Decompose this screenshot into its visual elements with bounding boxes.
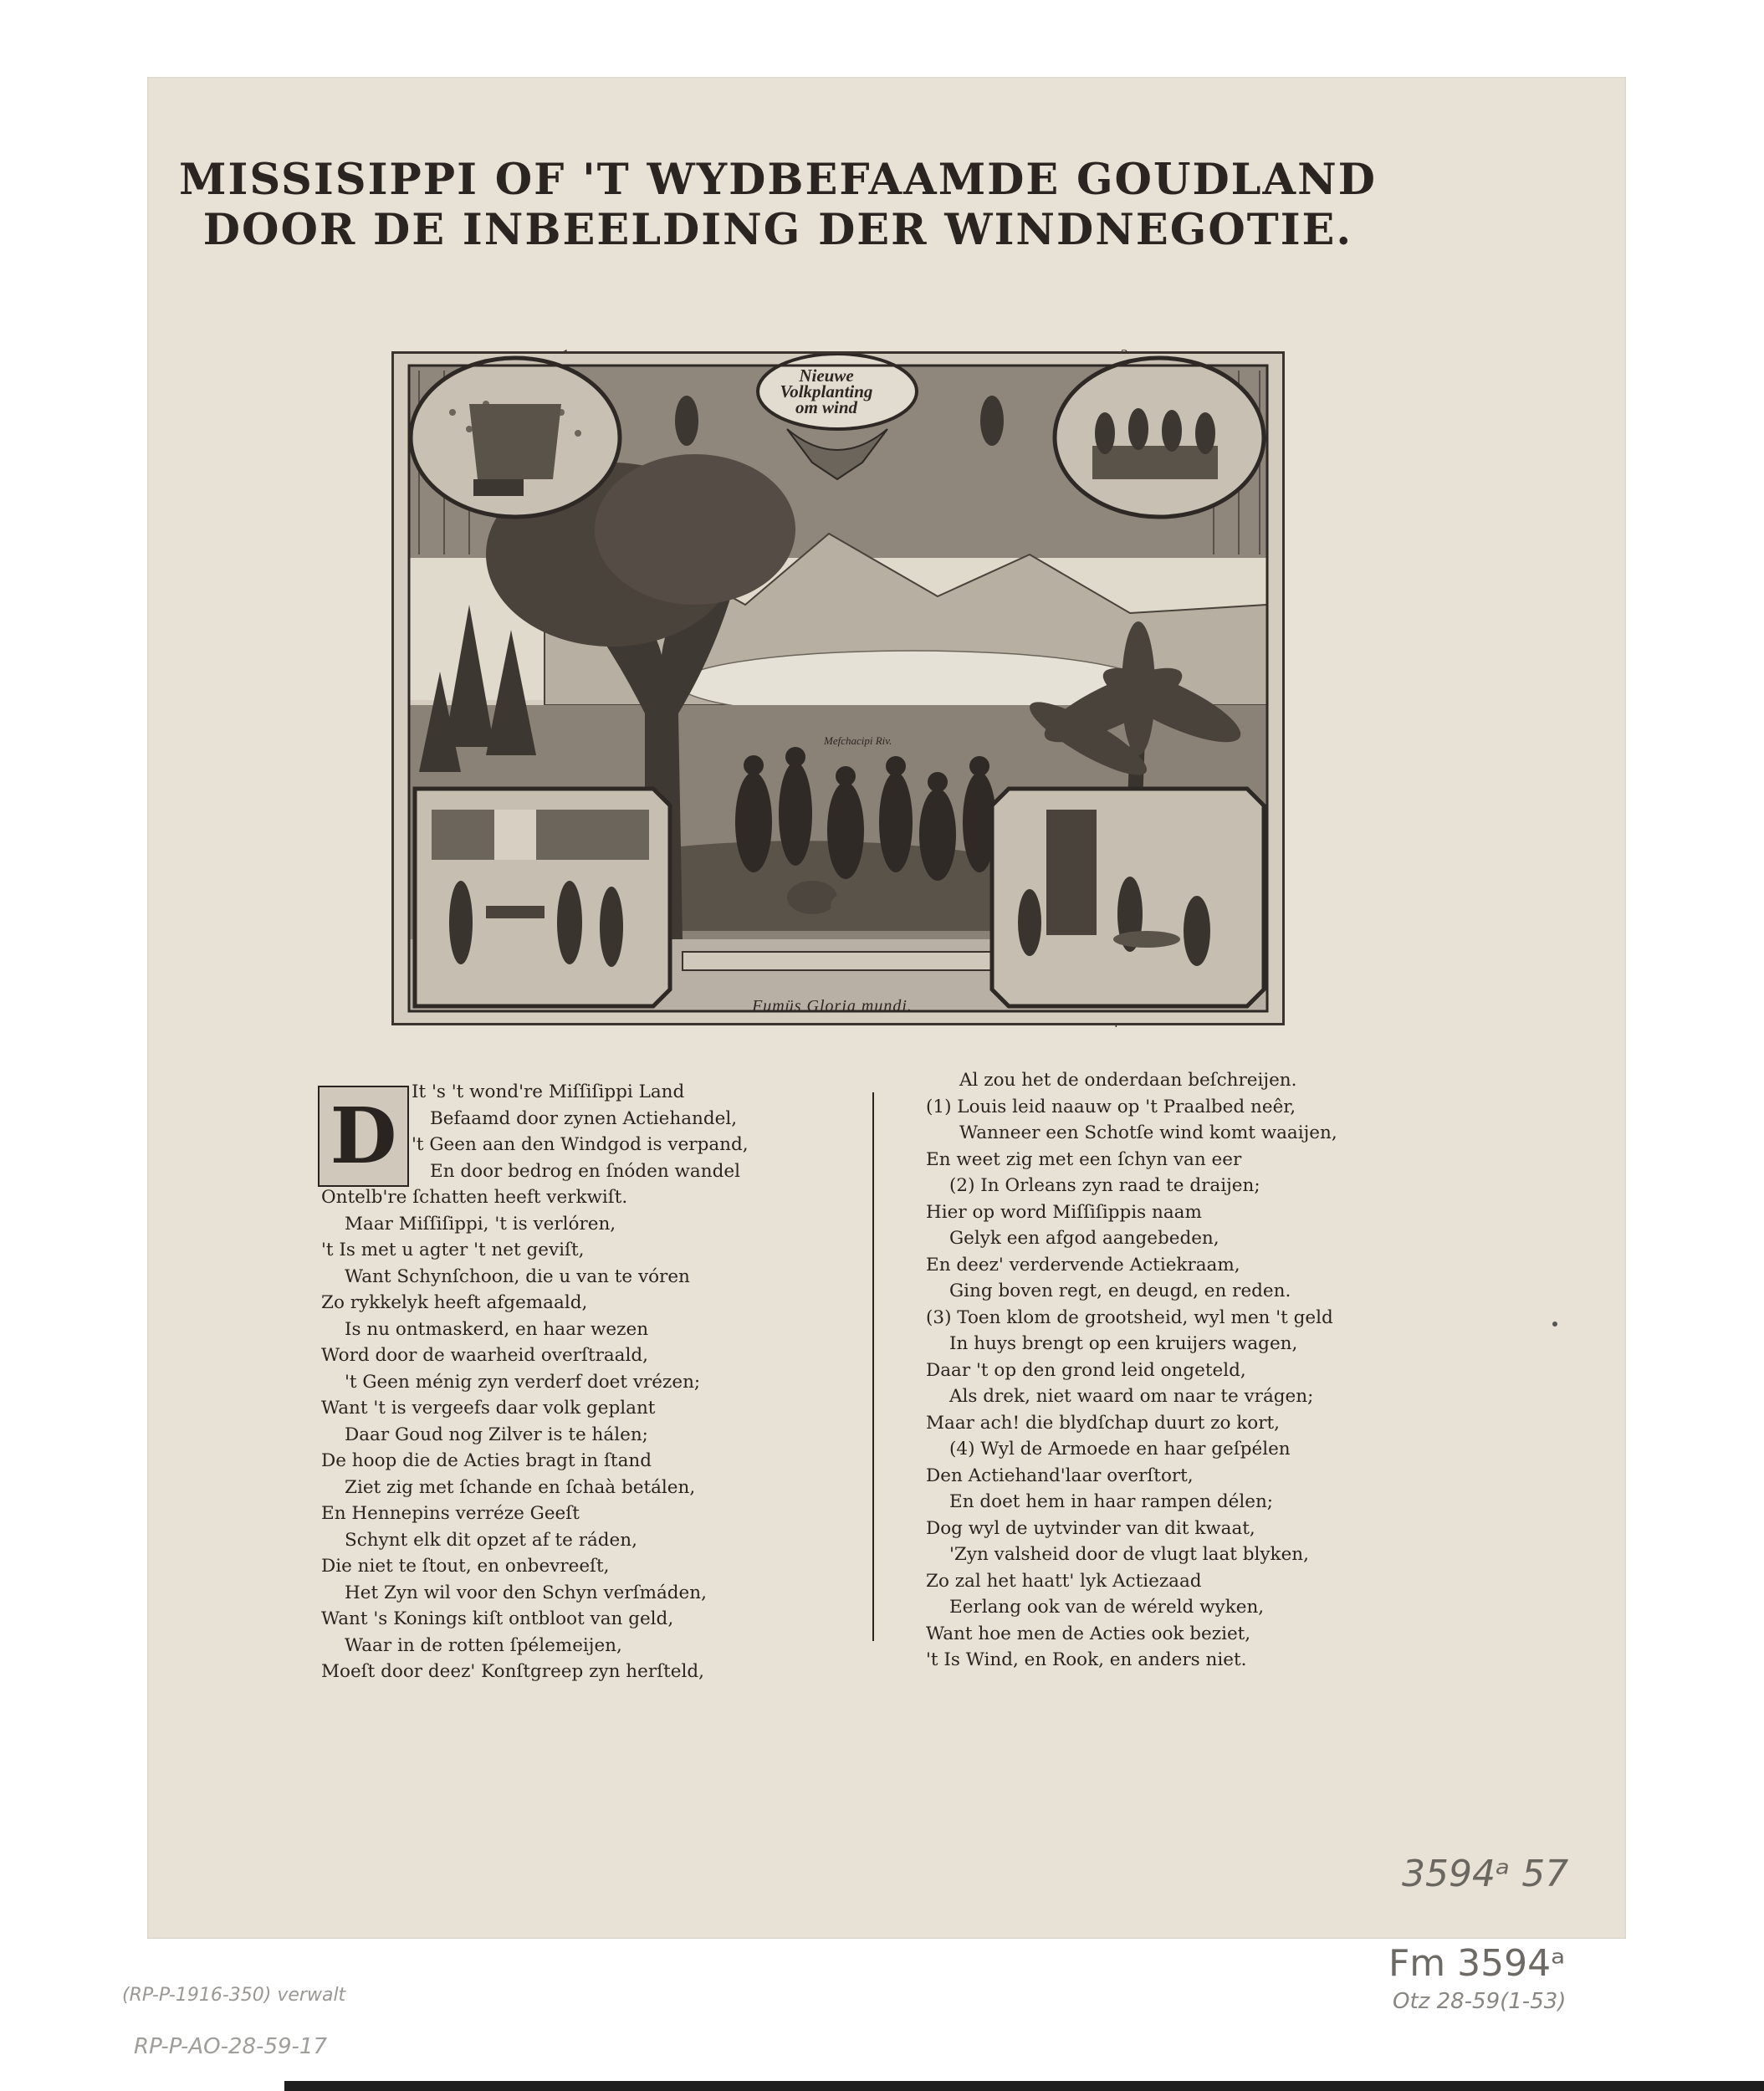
poem-right-column — [926, 1067, 1461, 1674]
poem-line: Dog wyl de uytvinder van dit kwaat, — [926, 1517, 1255, 1539]
poem-line: (3) Toen klom de grootsheid, wyl men 't geld — [926, 1306, 1333, 1328]
poem-line: En weet zig met een ſchyn van eer — [926, 1148, 1242, 1170]
poem-line: Die niet te ſtout, en onbevreeſt, — [321, 1556, 610, 1577]
cartouche-line-3: om wind — [795, 397, 858, 417]
poem-line: En doet hem in haar rampen délen; — [949, 1491, 1274, 1512]
poem-line: Eerlang ook van de wéreld wyken, — [949, 1597, 1265, 1618]
poem-line: (1) Louis leid naauw op 't Praalbed neêr, — [926, 1096, 1296, 1117]
poem-line: De hoop die de Acties bragt in ſtand — [321, 1450, 652, 1471]
column-divider — [872, 1092, 874, 1641]
title-line-2: DOOR DE INBEELDING DER WINDNEGOTIE. — [202, 205, 1353, 255]
river-label: Mefchacipi Riv. — [824, 734, 892, 747]
poem-line: En deez' verdervende Actiekraam, — [926, 1254, 1240, 1276]
poem-line: 't Is met u agter 't net geviſt, — [321, 1240, 585, 1260]
poem-line: Moeſt door deez' Konſtgreep zyn herſteld, — [321, 1661, 704, 1682]
cartouche-inscription — [755, 368, 897, 416]
poem-line: Als drek, niet waard om naar te vrágen; — [949, 1386, 1314, 1407]
poem-line: En door bedrog en ſnóden wandel — [430, 1160, 740, 1182]
poem-line: Ontelb're ſchatten heeft verkwiſt. — [321, 1187, 628, 1208]
poem-line: (2) In Orleans zyn raad te draijen; — [949, 1175, 1260, 1196]
poem-line: 't Is Wind, en Rook, en anders niet. — [926, 1649, 1247, 1670]
poem-line: Waar in de rotten ſpélemeijen, — [345, 1634, 622, 1656]
poem-line: Maar Miſſiſippi, 't is verlóren, — [345, 1213, 616, 1235]
plate-motto: Fumüs Gloria mundi. — [752, 997, 913, 1015]
poem-line: Is nu ontmaskerd, en haar wezen — [345, 1318, 649, 1340]
poem-line: Daar Goud nog Zilver is te hálen; — [345, 1424, 648, 1445]
poem-line: Den Actiehand'laar overſtort, — [926, 1465, 1194, 1486]
poem-line: Wanneer een Schotſe wind komt waaijen, — [959, 1122, 1337, 1143]
engraving-illustration — [394, 354, 1282, 1023]
poem-line: Want hoe men de Acties ook beziet, — [926, 1623, 1251, 1644]
poem-line: Gelyk een afgod aangebeden, — [949, 1228, 1219, 1249]
poem-line: It 's 't wond're Miſſiſippi Land — [412, 1081, 685, 1102]
fm-annotation: Fm 3594ᵃ — [1388, 1942, 1566, 1985]
poem-line: Het Zyn wil voor den Schyn verſmáden, — [345, 1582, 707, 1603]
poem-line: Al zou het de onderdaan beſchreijen. — [959, 1070, 1297, 1091]
poem-line: Word door de waarheid overſtraald, — [321, 1345, 648, 1366]
poem-line: Befaamd door zynen Actiehandel, — [430, 1107, 738, 1129]
poem-line: Want 's Konings kiſt ontbloot van geld, — [321, 1608, 674, 1629]
poem-line: Schynt elk dit opzet af te ráden, — [345, 1529, 637, 1551]
inventory-annotation: 3594ᵃ 57 — [1402, 1853, 1569, 1895]
cartouche-line-2: Volkplanting — [780, 381, 873, 401]
engraving-plate — [391, 351, 1285, 1025]
poem-line: Zo zal het haatt' lyk Actiezaad — [926, 1570, 1202, 1592]
poem-line: 't Geen ménig zyn verderf doet vrézen; — [345, 1371, 701, 1393]
poem-line: Zo rykkelyk heeft afgemaald, — [321, 1292, 588, 1313]
poem-line: (4) Wyl de Armoede en haar geſpélen — [949, 1439, 1291, 1460]
bottom-edge-bar — [284, 2081, 1764, 2091]
poem-line: En Hennepins verréze Geeſt — [321, 1503, 580, 1524]
rp-annotation-2: RP-P-AO-28-59-17 — [134, 2034, 327, 2059]
poem-line: In huys brengt op een kruijers wagen, — [949, 1333, 1298, 1354]
poem-line: 't Geen aan den Windgod is verpand, — [412, 1134, 749, 1155]
dropcap-letter: D — [330, 1091, 397, 1181]
pencil-mark — [1552, 1322, 1557, 1327]
poem-line: Ging boven regt, en deugd, en reden. — [949, 1281, 1291, 1301]
otz-annotation: Otz 28-59(1-53) — [1393, 1989, 1567, 2014]
poem-line: Want 't is vergeefs daar volk geplant — [321, 1398, 656, 1419]
page-title — [167, 155, 1388, 255]
poem-line: 'Zyn valsheid door de vlugt laat blyken, — [949, 1544, 1309, 1565]
cartouche-line-1: Nieuwe — [799, 366, 854, 386]
poem-line: Hier op word Miſſiſippis naam — [926, 1201, 1202, 1223]
poem-line: Want Schynſchoon, die u van te vóren — [345, 1265, 690, 1287]
poem-line: Daar 't op den grond leid ongeteld, — [926, 1359, 1246, 1381]
poem-left-column — [321, 1079, 840, 1685]
poem-line: Maar ach! die blydſchap duurt zo kort, — [926, 1412, 1280, 1434]
poem-line: Ziet zig met ſchande en ſchaà betálen, — [345, 1476, 696, 1498]
rp-annotation-1: (RP-P-1916-350) verwalt — [122, 1985, 346, 2006]
title-line-1: MISSISIPPI OF 'T WYDBEFAAMDE GOUDLAND — [179, 155, 1377, 205]
